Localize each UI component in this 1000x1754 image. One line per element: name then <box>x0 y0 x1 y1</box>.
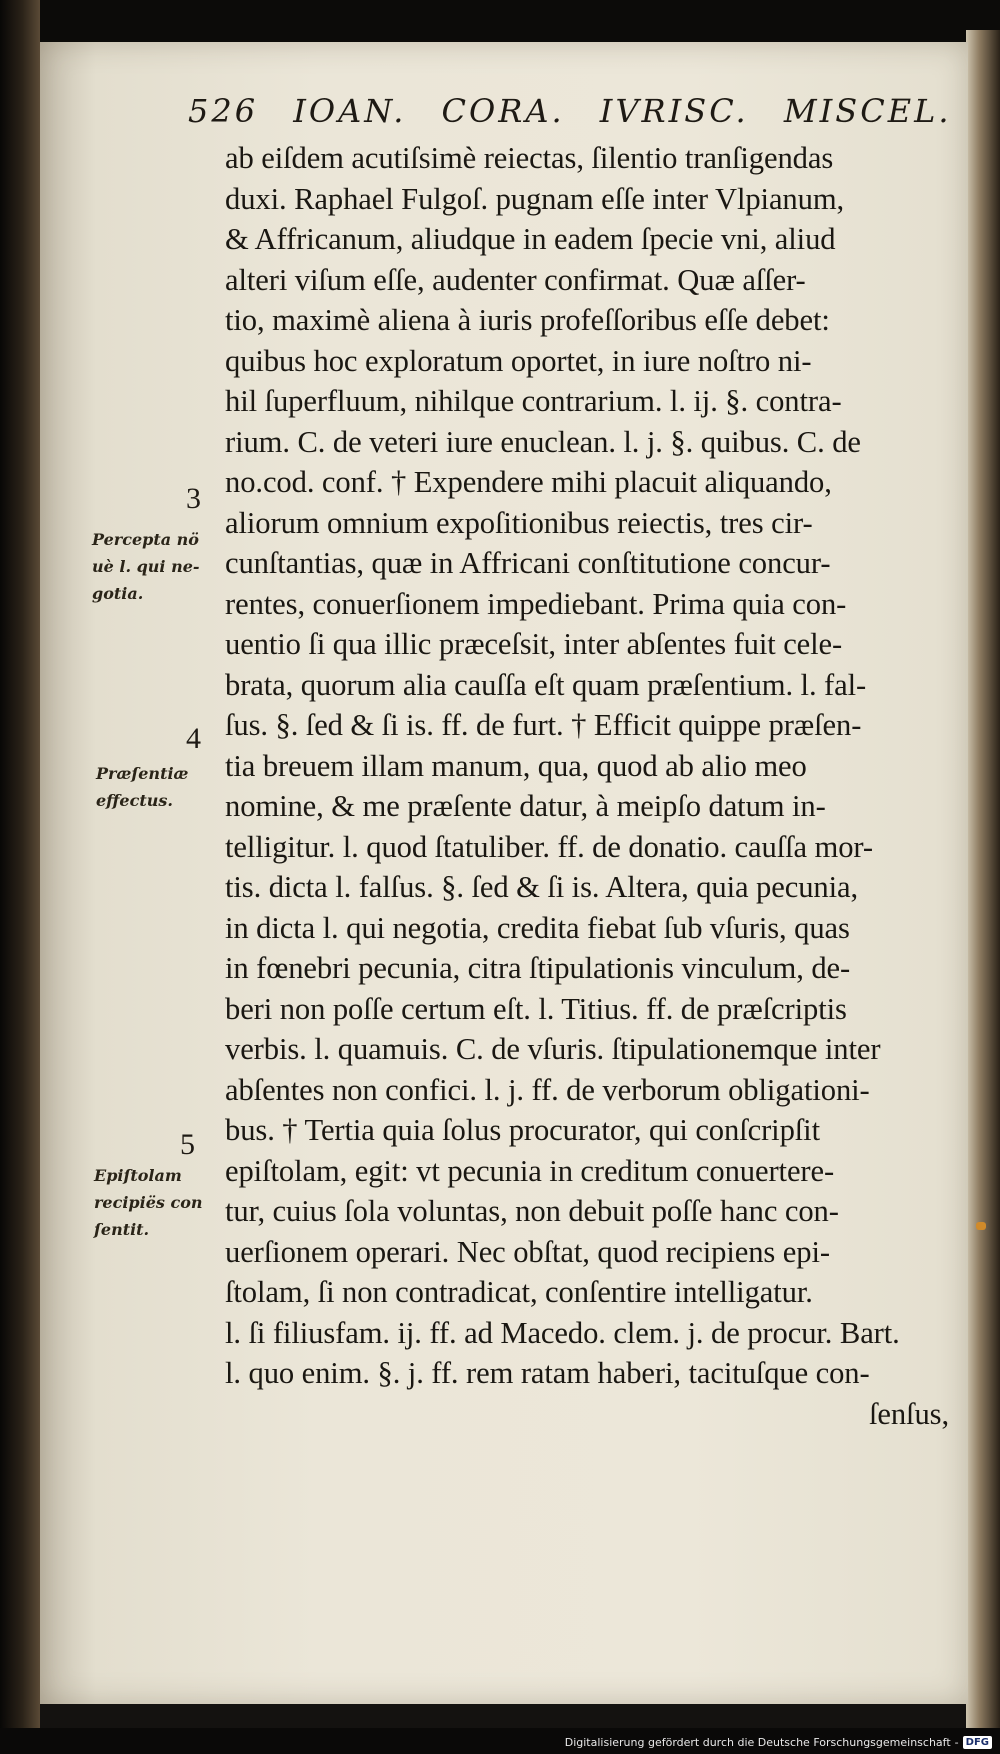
margin-note-line: ſentit. <box>94 1220 150 1239</box>
text-line: epiſtolam, egit: vt pecunia in creditum conuertere- <box>225 1153 835 1188</box>
margin-note <box>94 1162 203 1243</box>
text-line: rentes, conuerſionem impediebant. Prima quia con- <box>225 586 847 621</box>
credit-text: Digitalisierung gefördert durch die Deutsche Forschungsgemeinschaft <box>564 1735 951 1749</box>
text-line: alteri viſum eſſe, audenter confirmat. Quæ aſſer- <box>225 262 806 297</box>
margin-note-line: effectus. <box>96 791 173 810</box>
margin-note <box>92 526 200 607</box>
text-line: in fœnebri pecunia, citra ſtipulationis vinculum, de- <box>225 951 851 985</box>
text-line: tia breuem illam manum, qua, quod ab alio meo <box>225 748 807 783</box>
page-number: 526 <box>188 92 259 130</box>
text-line: brata, quorum alia cauſſa eſt quam præſentium. l. fal- <box>225 667 867 702</box>
text-line: quibus hoc exploratum oportet, in iure noſtro ni- <box>225 343 812 378</box>
margin-note-line: recipiës con <box>94 1193 203 1212</box>
text-line: abſentes non confici. l. j. ff. de verborum obligationi- <box>225 1072 870 1107</box>
digitization-credit: Digitalisierung gefördert durch die Deutsche Forschungsgemeinschaft - DFG <box>565 1733 992 1751</box>
text-line: in dicta l. qui negotia, credita fiebat ſub vſuris, quas <box>225 910 850 945</box>
text-line: bus. † Tertia quia ſolus procurator, qui conſcripſit <box>225 1113 820 1147</box>
margin-note-line: uè l. qui ne- <box>92 557 200 576</box>
text-line: uentio ſi qua illic præceſsit, inter abſentes fuit cele- <box>225 627 843 661</box>
text-line: beri non poſſe certum eſt. l. Titius. ff. de præſcriptis <box>225 991 847 1026</box>
page-fore-edge <box>966 30 1000 1730</box>
text-line: ab eiſdem acutiſsimè reiectas, ſilentio tranſigendas <box>225 141 834 175</box>
text-line: & Affricanum, aliudque in eadem ſpecie vni, aliud <box>225 222 836 256</box>
text-line: telligitur. l. quod ſtatuliber. ff. de donatio. cauſſa mor- <box>225 829 873 864</box>
text-line: l. ſi filiusfam. ij. ff. ad Macedo. clem. j. de procur. Bart. <box>225 1315 900 1350</box>
text-line: tio, maximè aliena à iuris profeſſoribus eſſe debet: <box>225 303 830 337</box>
body-text <box>225 138 955 1434</box>
text-line: nomine, & me præſente datur, à meipſo datum in- <box>225 789 826 823</box>
book-binding-edge <box>0 0 40 1754</box>
text-line: uerſionem operari. Nec obſtat, quod recipiens epi- <box>225 1234 830 1269</box>
running-head <box>188 92 952 140</box>
text-line: aliorum omnium expoſitionibus reiectis, tres cir- <box>225 505 813 540</box>
dfg-logo: DFG <box>963 1736 992 1749</box>
text-line: rium. C. de veteri iure enuclean. l. j. §. quibus. C. de <box>225 424 861 459</box>
text-line: tur, cuius ſola voluntas, non debuit poſſe hanc con- <box>225 1194 839 1228</box>
text-line: cunſtantias, quæ in Affricani conſtitutione concur- <box>225 546 831 580</box>
running-head-word: CORA. <box>441 92 565 130</box>
running-head-word: IVRISC. <box>599 92 749 130</box>
text-line: duxi. Raphael Fulgoſ. pugnam eſſe inter Vlpianum, <box>225 181 845 216</box>
section-number: 4 <box>186 722 201 755</box>
section-number: 5 <box>180 1128 195 1161</box>
margin-note-line: Percepta nö <box>92 530 199 549</box>
text-line: l. quo enim. §. j. ff. rem ratam haberi, tacituſque con- <box>225 1356 870 1390</box>
section-number: 3 <box>186 482 201 515</box>
text-line: ſtolam, ſi non contradicat, conſentire intelligatur. <box>225 1275 813 1309</box>
text-line: hil ſuperfluum, nihilque contrarium. l. ij. §. contra- <box>225 384 842 418</box>
text-line: no.cod. conf. † Expendere mihi placuit aliquando, <box>225 465 832 499</box>
margin-note-line: Epiſtolam <box>94 1166 182 1185</box>
text-line: ſus. §. ſed & ſi is. ff. de furt. † Efficit quippe præſen- <box>225 708 862 742</box>
text-line: tis. dicta l. falſus. §. ſed & ſi is. Altera, quia pecunia, <box>225 870 859 904</box>
margin-note-line: Præſentiæ <box>96 764 189 783</box>
text-line: verbis. l. quamuis. C. de vſuris. ſtipulationemque inter <box>225 1032 881 1066</box>
page-tab-mark <box>976 1222 986 1230</box>
catchword: ſenſus, <box>868 1396 949 1431</box>
running-head-word: MISCEL. <box>783 92 952 130</box>
scan-background-top <box>0 0 1000 44</box>
margin-note <box>96 760 188 814</box>
running-head-word: IOAN. <box>293 92 407 130</box>
margin-note-line: gotia. <box>92 584 144 603</box>
